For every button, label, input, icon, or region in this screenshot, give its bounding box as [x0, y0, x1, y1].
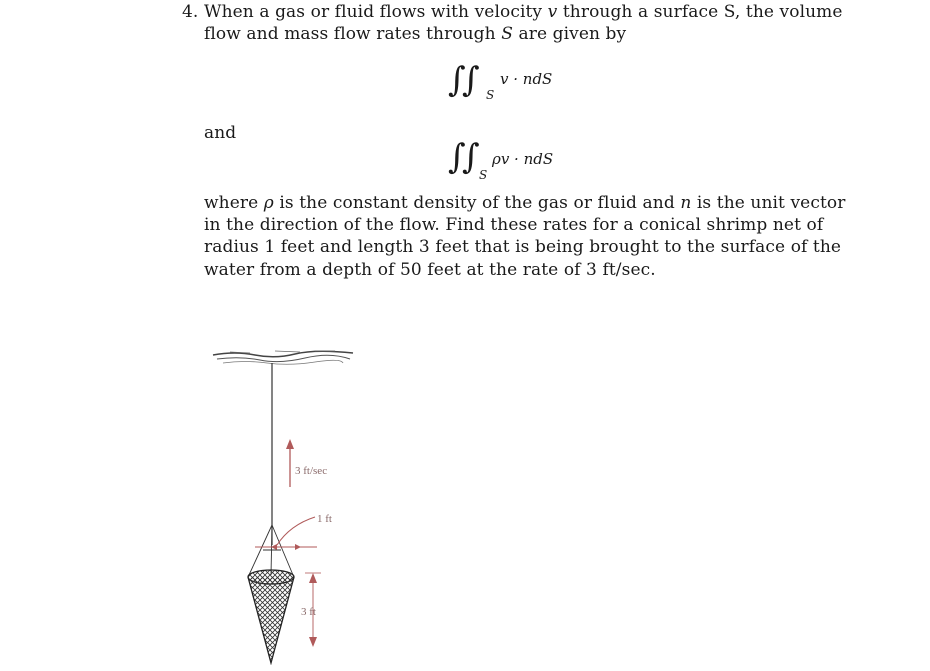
and-text: and — [204, 123, 237, 143]
net-cone — [248, 570, 294, 663]
integrand: ρv · ndS — [492, 150, 554, 168]
integral-sign: ∫ — [462, 137, 480, 177]
integral-subscript: S — [486, 88, 495, 102]
problem-line-5: radius 1 feet and length 3 feet that is being brought to the surface of the — [204, 237, 842, 257]
integrand: v · ndS — [500, 70, 553, 88]
water-surface — [213, 351, 353, 364]
speed-label: 3 ft/sec — [295, 465, 328, 477]
radius-dimension — [255, 517, 317, 550]
integral-sign: ∫ — [448, 60, 466, 100]
integral-subscript: S — [479, 168, 488, 182]
integral-sign: ∫ — [462, 60, 480, 100]
net-bridle — [249, 525, 293, 575]
volume-flow-integral — [448, 58, 578, 108]
velocity-arrow — [286, 439, 294, 487]
shrimp-net-figure — [205, 345, 365, 665]
problem-line-4: in the direction of the flow. Find these rates for a conical shrimp net of — [204, 215, 824, 235]
problem-number: 4. — [182, 2, 199, 22]
problem-line-6: water from a depth of 50 feet at the rate of 3 ft/sec. — [204, 260, 656, 280]
problem-line-3: where ρ is the constant density of the gas or fluid and n is the unit vector — [204, 193, 846, 213]
radius-label: 1 ft — [317, 513, 332, 525]
mass-flow-integral — [448, 135, 598, 185]
length-label: 3 ft — [301, 606, 316, 618]
integral-sign: ∫ — [448, 137, 466, 177]
problem-line-1: When a gas or fluid flows with velocity v through a surface S, the volume — [204, 2, 843, 22]
problem-line-2: flow and mass flow rates through S are given by — [204, 24, 627, 44]
